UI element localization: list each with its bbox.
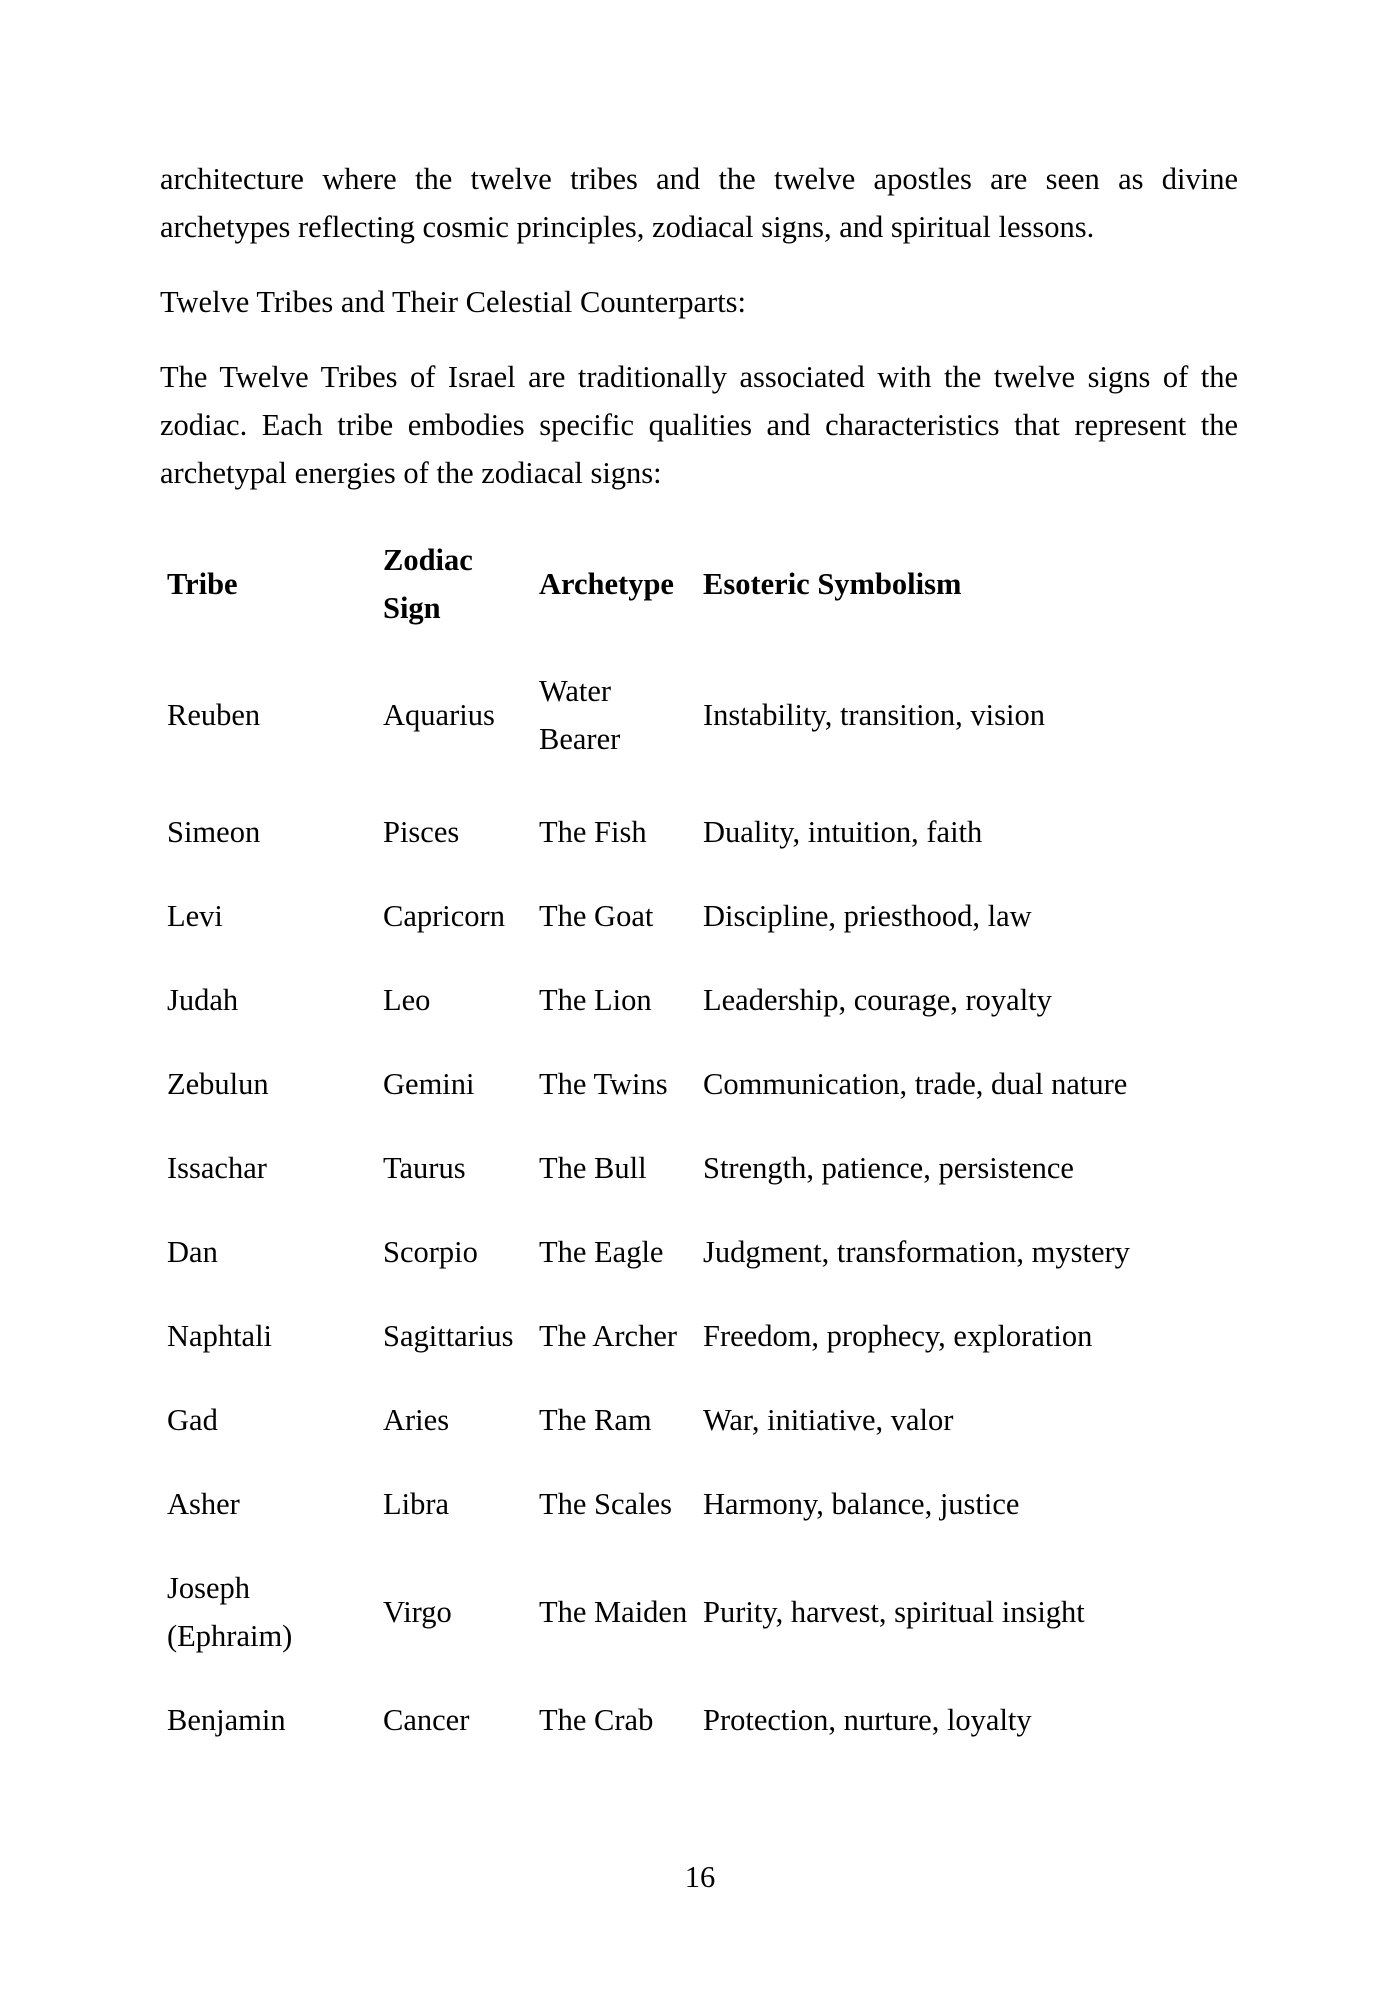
cell-esoteric-symbolism: Harmony, balance, justice [703, 1487, 1020, 1521]
table-row [160, 1546, 1206, 1678]
cell-zodiac-sign: Capricorn [383, 899, 505, 933]
cell-esoteric-symbolism: Communication, trade, dual nature [703, 1067, 1128, 1101]
table-row [160, 1462, 1206, 1546]
table-row [160, 640, 1206, 790]
cell-zodiac-sign: Libra [383, 1487, 450, 1521]
cell-archetype: The Archer [539, 1319, 678, 1353]
table-row [160, 1678, 1206, 1762]
cell-archetype: The Lion [539, 983, 652, 1017]
header-zodiac-sign: Zodiac Sign [383, 542, 473, 625]
table-header-row [160, 527, 1206, 640]
cell-tribe: Gad [167, 1403, 218, 1437]
table-row [160, 874, 1206, 958]
cell-archetype: The Fish [539, 815, 647, 849]
table-row [160, 1378, 1206, 1462]
cell-archetype: The Ram [539, 1403, 652, 1437]
cell-esoteric-symbolism: Judgment, transformation, mystery [703, 1235, 1130, 1269]
table-row [160, 1294, 1206, 1378]
cell-tribe: Issachar [167, 1151, 267, 1185]
cell-esoteric-symbolism: Instability, transition, vision [703, 698, 1045, 732]
cell-archetype: The Maiden [539, 1595, 688, 1629]
cell-tribe: Dan [167, 1235, 218, 1269]
paragraph-intro-continuation: architecture where the twelve tribes and the twelve apostles are seen as divine archetypes reflecting cosmic principles, zodiacal signs, and spiritual lessons. [160, 162, 1238, 244]
cell-tribe: Reuben [167, 698, 261, 732]
cell-tribe: Simeon [167, 815, 261, 849]
cell-zodiac-sign: Pisces [383, 815, 460, 849]
cell-esoteric-symbolism: Duality, intuition, faith [703, 815, 983, 849]
cell-archetype: The Crab [539, 1703, 654, 1737]
tribes-zodiac-table [160, 527, 1206, 1762]
paragraph-tribes-zodiac: The Twelve Tribes of Israel are traditionally associated with the twelve signs of the zodiac. Each tribe embodies specific qualities and characteristics that represent the archetypal energies of the zodiacal signs: [160, 360, 1238, 490]
cell-zodiac-sign: Taurus [383, 1151, 466, 1185]
cell-tribe: Asher [167, 1487, 240, 1521]
cell-zodiac-sign: Scorpio [383, 1235, 478, 1269]
page-number: 16 [684, 1860, 716, 1894]
cell-esoteric-symbolism: Leadership, courage, royalty [703, 983, 1052, 1017]
cell-archetype: The Twins [539, 1067, 668, 1101]
cell-archetype: The Goat [539, 899, 654, 933]
cell-archetype: The Eagle [539, 1235, 664, 1269]
cell-esoteric-symbolism: Purity, harvest, spiritual insight [703, 1595, 1085, 1629]
cell-esoteric-symbolism: Protection, nurture, loyalty [703, 1703, 1032, 1737]
cell-archetype: The Bull [539, 1151, 647, 1185]
cell-tribe: Naphtali [167, 1319, 273, 1353]
cell-tribe: Levi [167, 899, 223, 933]
header-archetype: Archetype [539, 566, 674, 601]
cell-zodiac-sign: Leo [383, 983, 431, 1017]
cell-esoteric-symbolism: Strength, patience, persistence [703, 1151, 1074, 1185]
table-row [160, 790, 1206, 874]
table-row [160, 1126, 1206, 1210]
cell-zodiac-sign: Virgo [383, 1595, 452, 1629]
cell-tribe: Joseph (Ephraim) [167, 1571, 293, 1653]
cell-esoteric-symbolism: Discipline, priesthood, law [703, 899, 1032, 933]
cell-tribe: Judah [167, 983, 239, 1017]
cell-zodiac-sign: Aries [383, 1403, 450, 1437]
cell-esoteric-symbolism: Freedom, prophecy, exploration [703, 1319, 1093, 1353]
table-row [160, 1042, 1206, 1126]
cell-zodiac-sign: Sagittarius [383, 1319, 514, 1353]
cell-zodiac-sign: Aquarius [383, 698, 495, 732]
cell-esoteric-symbolism: War, initiative, valor [703, 1403, 954, 1437]
cell-archetype: Water Bearer [539, 674, 621, 756]
cell-tribe: Benjamin [167, 1703, 286, 1737]
header-esoteric-symbolism: Esoteric Symbolism [703, 566, 962, 601]
section-heading-twelve-tribes: Twelve Tribes and Their Celestial Counterparts: [160, 285, 747, 319]
cell-archetype: The Scales [539, 1487, 672, 1521]
header-tribe: Tribe [167, 566, 238, 601]
cell-zodiac-sign: Gemini [383, 1067, 475, 1101]
body-text [160, 155, 1238, 497]
cell-zodiac-sign: Cancer [383, 1703, 470, 1737]
table-row [160, 958, 1206, 1042]
cell-tribe: Zebulun [167, 1067, 269, 1101]
table-row [160, 1210, 1206, 1294]
